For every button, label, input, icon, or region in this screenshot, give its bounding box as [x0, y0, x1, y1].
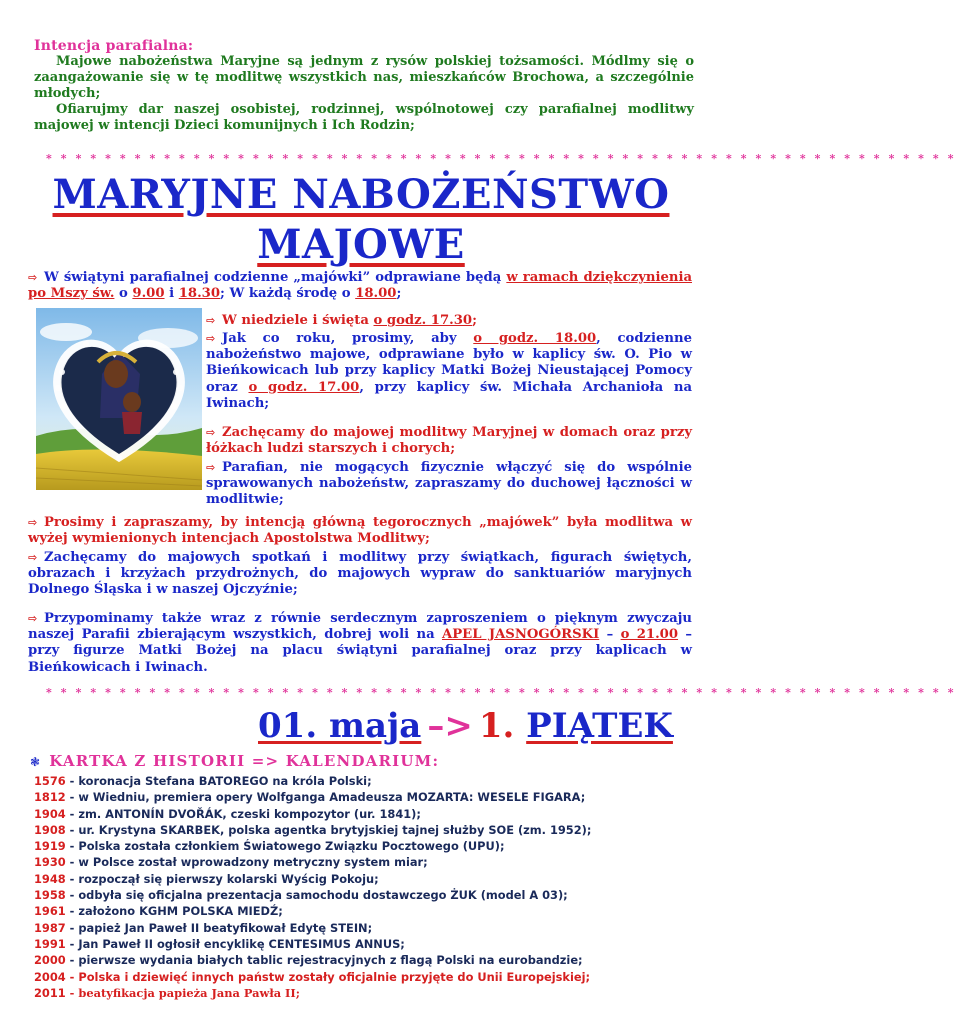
- date-day: 01. maja: [258, 706, 422, 746]
- intention-heading: Intencja parafialna:: [34, 38, 194, 54]
- date-arrow: –>: [427, 706, 473, 746]
- history-row: 1576 - koronacja Stefana BATOREGO na króla Polski;: [34, 774, 372, 788]
- arrow-bullet-icon: ⇨: [206, 461, 216, 474]
- history-row: 2000 - pierwsze wydania białych tablic rejestracyjnych z flagą Polski na eurobandzie;: [34, 953, 583, 968]
- history-row: 1991 - Jan Paweł II ogłosił encyklikę CENTESIMUS ANNUS;: [34, 936, 405, 951]
- arrow-bullet-icon: ⇨: [206, 426, 216, 439]
- history-row: 1904 - zm. ANTONÍN DVOŘÁK, czeski kompozytor (ur. 1841);: [34, 806, 421, 821]
- star-separator-bottom: * * * * * * * * * * * * * * * * * * * * * * * * * * * * * * * * * * * * * * * * * * * * * * * * * * * * * * * * * * * * * *: [46, 686, 956, 699]
- madonna-illustration: [36, 308, 202, 490]
- history-row: 2004 - Polska i dziewięć innych państw zostały oficjalnie przyjęte do Unii Europejskiej;: [34, 969, 591, 984]
- announcement-item: ⇨ Przypominamy także wraz z równie serdecznym zaproszeniem o pięknym zwyczaju naszej Parafii zbierającym wszystkich, dobrej woli na APEL JASNOGÓRSKI – o 21.00 – przy figurze Matki Bożej na placu świątyni parafialnej oraz przy kaplicach w Bieńkowicach i Iwinach.: [28, 611, 693, 675]
- announcement-item: ⇨ Zachęcamy do majowej modlitwy Maryjnej w domach oraz przy łóżkach ludzi starszych i chorych;: [206, 425, 692, 457]
- history-row: 1958 - odbyła się oficjalna prezentacja samochodu dostawczego ŻUK (model A 03);: [34, 888, 568, 903]
- announcement-item: ⇨ Zachęcamy do majowych spotkań i modlitwy przy świątkach, figurach świętych, obrazach i krzyżach przydrożnych, do majowych wypraw do sanktuariów maryjnych Dolnego Śląska i w naszej Ojczyźnie;: [28, 550, 692, 598]
- history-row: 1961 - założono KGHM POLSKA MIEDŹ;: [34, 904, 283, 919]
- intention-text: [34, 54, 694, 134]
- history-row: 1812 - w Wiedniu, premiera opery Wolfganga Amadeusza MOZARTA: WESELE FIGARA;: [34, 790, 586, 805]
- history-heading: ❃ KARTKA Z HISTORII => KALENDARIUM:: [30, 752, 440, 770]
- arrow-bullet-icon: ⇨: [28, 551, 38, 564]
- arrow-bullet-icon: ⇨: [206, 314, 216, 327]
- date-number: 1.: [478, 706, 515, 746]
- history-row: 1930 - w Polsce został wprowadzony metryczny system miar;: [34, 855, 428, 870]
- announcement-item: ⇨ Prosimy i zapraszamy, by intencją główną tegorocznych „majówek” była modlitwa w wyżej wymienionych intencjach Apostolstwa Modlitwy;: [28, 515, 692, 547]
- star-separator-top: * * * * * * * * * * * * * * * * * * * * * * * * * * * * * * * * * * * * * * * * * * * * * * * * * * * * * * * * * * * * * *: [46, 152, 956, 165]
- asterisk-bullet-icon: ❃: [30, 755, 42, 769]
- history-row: 1948 - rozpoczął się pierwszy kolarski Wyścig Pokoju;: [34, 871, 379, 886]
- madonna-image: [36, 308, 202, 490]
- history-row: 1987 - papież Jan Paweł II beatyfikował Edytę STEIN;: [34, 920, 373, 935]
- history-row: 1919 - Polska została członkiem Światowego Związku Pocztowego (UPU);: [34, 839, 505, 854]
- arrow-bullet-icon: ⇨: [28, 516, 38, 529]
- history-list: [34, 773, 694, 1001]
- announcement-item: ⇨ Jak co roku, prosimy, aby o godz. 18.00, codzienne nabożeństwo majowe, odprawiane było w kaplicy św. O. Pio w Bieńkowicach lub przy kaplicy Matki Bożej Nieustającej Pomocy oraz o godz. 17.00, przy kaplicy św. Michała Archanioła na Iwinach;: [206, 331, 693, 411]
- main-title-line-1: MARYJNE NABOŻEŃSTWO: [52, 171, 670, 218]
- date-heading: [258, 706, 673, 746]
- announcement-item: ⇨ W świątyni parafialnej codzienne „majówki” odprawiane będą w ramach dziękczynienia po Mszy św. o 9.00 i 18.30; W każdą środę o 18.00;: [28, 270, 692, 302]
- arrow-bullet-icon: ⇨: [28, 271, 38, 284]
- main-title-line-2: MAJOWE: [257, 221, 465, 268]
- date-weekday: PIĄTEK: [526, 706, 673, 746]
- intention-paragraph-1: Majowe nabożeństwa Maryjne są jednym z rysów polskiej tożsamości. Módlmy się o zaangażowanie się w tę modlitwę wszystkich nas, mieszkańców Brochowa, a szczególnie młodych;: [34, 54, 694, 101]
- announcement-item: ⇨ Parafian, nie mogących fizycznie włączyć się do wspólnie sprawowanych nabożeństw, zapraszamy do duchowej łączności w modlitwie;: [206, 460, 692, 508]
- history-row: 1908 - ur. Krystyna SKARBEK, polska agentka brytyjskiej tajnej służby SOE (zm. 1952);: [34, 822, 592, 837]
- arrow-bullet-icon: ⇨: [206, 332, 216, 345]
- announcement-item: ⇨ W niedziele i święta o godz. 17.30;: [206, 313, 477, 328]
- arrow-bullet-icon: ⇨: [28, 612, 38, 625]
- history-row: 2011 - beatyfikacja papieża Jana Pawła II;: [34, 985, 300, 1000]
- intention-paragraph-2: Ofiarujmy dar naszej osobistej, rodzinnej, wspólnotowej czy parafialnej modlitwy majowej w intencji Dzieci komunijnych i Ich Rodzin;: [34, 102, 694, 133]
